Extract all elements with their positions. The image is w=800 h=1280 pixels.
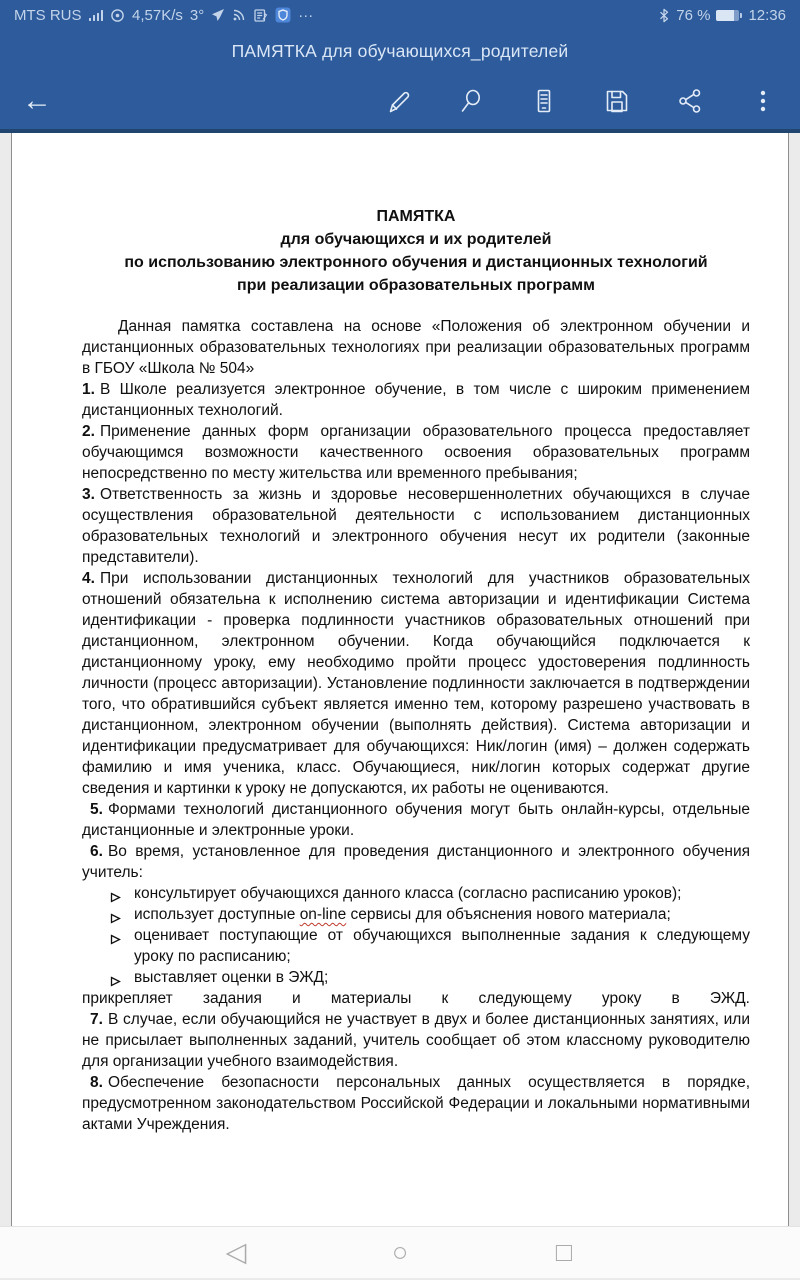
notification-overflow-dots: ··· <box>298 6 314 24</box>
document-page <box>11 133 789 1226</box>
item-text: Формами технологий дистанционного обучения могут быть онлайн-курсы, отдельные дистанционные и электронные уроки. <box>82 801 750 839</box>
memo-item-7 <box>82 1009 750 1072</box>
document-title-label: ПАМЯТКА для обучающихся_родителей <box>231 40 569 61</box>
item-text: Ответственность за жизнь и здоровье несовершеннолетних обучающихся в случае осуществления образовательной деятельности с использованием дистанционных образовательных технологий и электронного обучения несут их родители (законные представители). <box>82 486 750 566</box>
rss-icon <box>232 8 246 22</box>
memo-item-6-tail: прикрепляет задания и материалы к следующему уроку в ЭЖД. <box>82 990 750 1007</box>
share-button[interactable] <box>675 86 705 116</box>
battery-percent-label: 76 % <box>676 6 711 24</box>
item-number: 2. <box>82 423 95 440</box>
memo-item-4 <box>82 568 750 799</box>
nav-recents-button[interactable]: □ <box>555 1237 573 1267</box>
signal-strength-icon <box>89 10 104 21</box>
security-shield-icon <box>275 7 291 23</box>
arrow-bullet-icon <box>110 888 121 899</box>
bullet-text <box>134 904 750 925</box>
memo-intro-paragraph: Данная памятка составлена на основе «Положения об электронном обучении и дистанционных образовательных технологиях при реализации образовательных программ в ГБОУ «Школа № 504» <box>82 318 750 377</box>
item-text: При использовании дистанционных технологий для участников образовательных отношений обязательна к исполнению система авторизации и идентификации Система идентификации - проверка подлинности участников образовательных отношений при дистанционном, электронном обучении. Когда обучающийся подключается к дистанционному уроку, ему необходимо пройти процесс удостоверения подлинность личности (процесс авторизации). Установление подлинности заключается в подтверждении того, что обратившийся субъект является именно тем, которому разрешено участвовать в дистанционном, электронном обучении (выполнять действия). Система авторизации и идентификации предусматривает для обучающихся: Ник/логин (имя) – должен содержать фамилию и имя ученика, класс. Обучающиеся, ник/логин которых содержат другие сведения и картинки к уроку не допускаются, их работы не оцениваются. <box>82 570 750 797</box>
nav-back-button[interactable]: ◁ <box>225 1237 247 1267</box>
hotspot-icon <box>110 8 125 23</box>
bluetooth-icon <box>658 8 670 23</box>
memo-title-line: для обучающихся и их родителей <box>280 231 552 248</box>
bullet-item <box>82 967 750 988</box>
arrow-bullet-icon <box>110 909 121 920</box>
arrow-bullet-icon <box>110 972 121 983</box>
item-number: 5. <box>90 801 103 818</box>
item-number: 7. <box>90 1011 103 1028</box>
memo-item-6 <box>82 841 750 883</box>
app-title-bar <box>0 30 800 72</box>
bullet-text-segment: использует доступные <box>134 906 300 923</box>
memo-title-line: при реализации образовательных программ <box>237 277 595 294</box>
spellcheck-flagged-word: on-line <box>299 906 347 923</box>
overflow-menu-button[interactable] <box>748 86 778 116</box>
memo-title-line: ПАМЯТКА <box>376 208 456 225</box>
temperature-label: 3° <box>189 6 205 24</box>
bullet-text: выставляет оценки в ЭЖД; <box>134 969 329 986</box>
bullet-item <box>82 904 750 925</box>
back-button[interactable]: ← <box>22 83 52 117</box>
item-text: Во время, установленное для проведения дистанционного и электронного обучения учитель: <box>82 843 750 881</box>
item-text: Применение данных форм организации образовательного процесса предоставляет обучающимся возможности качественного освоения образовательных программ непосредственно по месту жительства или временного пребывания; <box>82 423 750 482</box>
item-number: 3. <box>82 486 95 503</box>
android-navigation-bar <box>0 1226 800 1278</box>
item-text: В случае, если обучающийся не участвует в двух и более дистанционных занятиях, или не присылает выполненных заданий, учитель сообщает об этом классному руководителю для организации учебного взаимодействия. <box>82 1011 750 1070</box>
memo-item-1 <box>82 379 750 421</box>
item-number: 6. <box>90 843 103 860</box>
top-chrome <box>0 0 800 133</box>
memo-title-line: по использованию электронного обучения и дистанционных технологий <box>124 254 708 271</box>
item-number: 1. <box>82 381 95 398</box>
memo-title <box>82 205 750 297</box>
network-speed-label: 4,57K/s <box>132 6 183 24</box>
bullet-item <box>82 925 750 967</box>
clock-label: 12:36 <box>748 6 786 24</box>
item-text: Обеспечение безопасности персональных данных осуществляется в порядке, предусмотренном законодательством Российской Федерации и локальными нормативными актами Учреждения. <box>82 1074 750 1133</box>
memo-item-2 <box>82 421 750 484</box>
status-bar <box>0 0 800 30</box>
memo-item-8 <box>82 1072 750 1135</box>
bullet-text-segment: сервисы для объяснения нового материала; <box>346 906 671 923</box>
search-button[interactable] <box>456 86 486 116</box>
memo-item-3 <box>82 484 750 568</box>
arrow-bullet-icon <box>110 930 121 941</box>
battery-icon <box>716 10 742 21</box>
mobile-view-button[interactable] <box>529 86 559 116</box>
item-number: 8. <box>90 1074 103 1091</box>
nav-home-button[interactable]: ○ <box>391 1237 409 1267</box>
bullet-item <box>82 883 750 904</box>
document-scroll-area[interactable] <box>0 133 800 1226</box>
memo-item-5 <box>82 799 750 841</box>
bullet-text: оценивает поступающие от обучающихся выполненные задания к следующему уроку по расписанию; <box>134 927 750 965</box>
bullet-text: консультирует обучающихся данного класса (согласно расписанию уроков); <box>134 885 682 902</box>
memo-icon <box>253 8 268 23</box>
item-number: 4. <box>82 570 95 587</box>
paper-plane-icon <box>211 8 225 22</box>
carrier-label: MTS RUS <box>14 6 82 24</box>
toolbar <box>0 72 800 133</box>
save-button[interactable] <box>602 86 632 116</box>
edit-pencil-button[interactable] <box>383 86 413 116</box>
item-text: В Школе реализуется электронное обучение, в том числе с широким применением дистанционных технологий. <box>82 381 750 419</box>
item-6-bullet-list <box>82 883 750 988</box>
